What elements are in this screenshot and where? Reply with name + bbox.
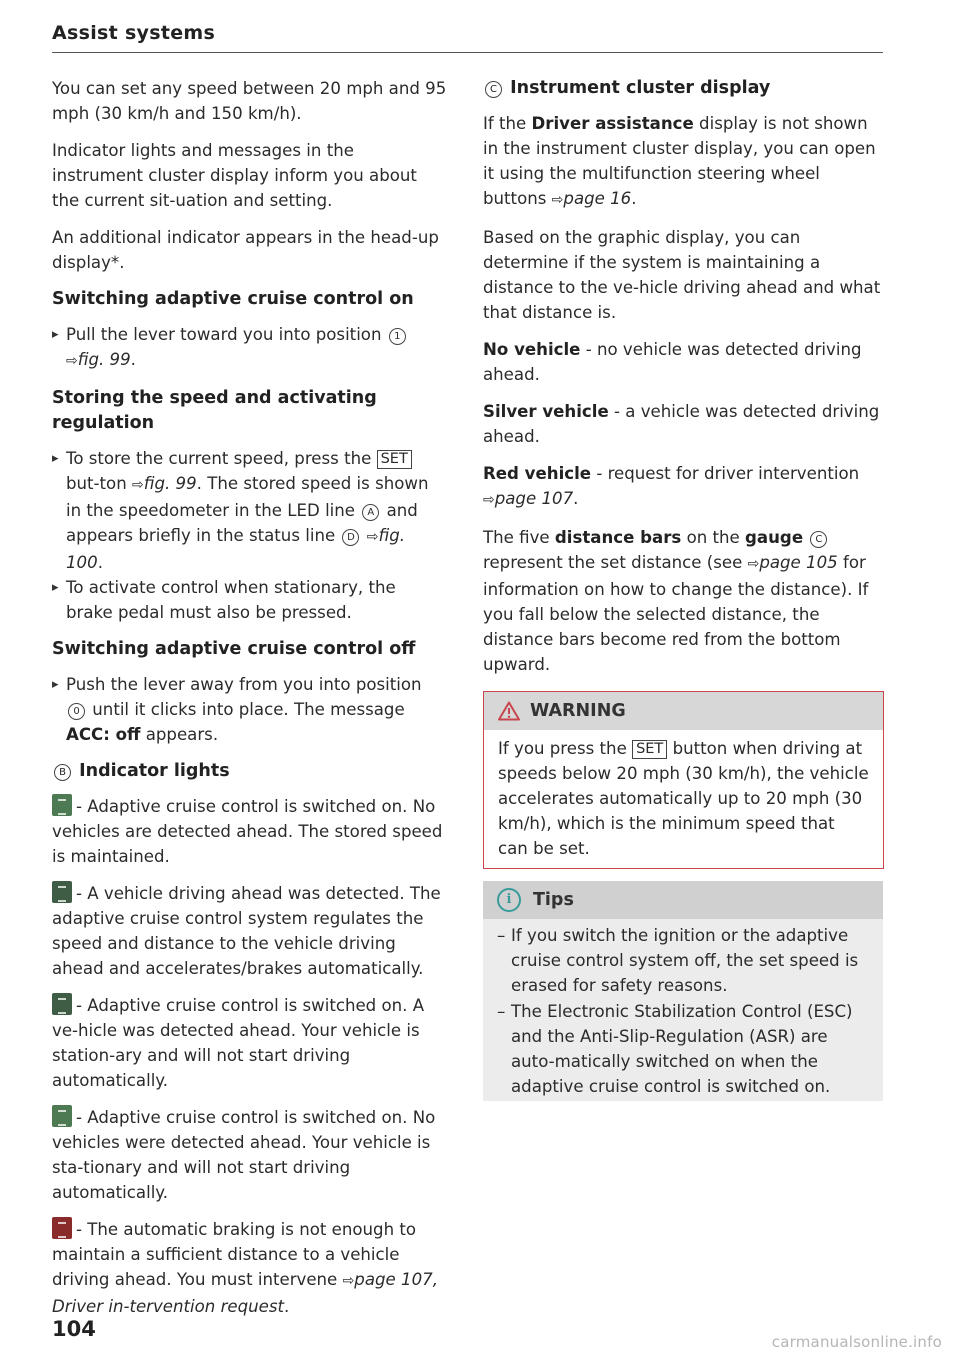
heading-instrument-cluster: C Instrument cluster display: [483, 76, 883, 101]
paragraph: Indicator lights and messages in the instrument cluster display inform you about the current sit-uation and setting.: [52, 141, 417, 210]
paragraph: Based on the graphic display, you can determine if the system is maintaining a distance to the ve-hicle driving ahead and what that distance is.: [483, 228, 881, 322]
callout-marker: D: [342, 529, 359, 546]
bullet-item: ▸ Push the lever away from you into position 0 until it clicks into place. The message ACC: off appears.: [52, 672, 447, 747]
tip-item: – The Electronic Stabilization Control (ESC) and the Anti-Slip-Regulation (ASR) are auto-matically switched on when the adaptive cruise control is switched on.: [497, 999, 869, 1099]
page-number: 104: [52, 1317, 96, 1341]
set-key: SET: [632, 740, 667, 759]
tips-list: [483, 919, 883, 1101]
arrow-icon: ⇨: [132, 477, 144, 493]
indicator-description: - Adaptive cruise control is switched on. A ve-hicle was detected ahead. Your vehicle is station-ary and will not start driving automatically.: [52, 993, 447, 1093]
warning-title: WARNING: [530, 700, 626, 721]
indicator-description: - Adaptive cruise control is switched on. No vehicles were detected ahead. Your vehicle is sta-tionary and will not start driving automatically.: [52, 1105, 447, 1205]
callout-marker: 1: [389, 328, 406, 345]
warning-box: [483, 691, 884, 869]
figure-reference-link[interactable]: ⇨fig. 99: [132, 474, 197, 493]
indicator-description: - A vehicle driving ahead was detected. The adaptive cruise control system regulates the speed and distance to the vehicle driving ahead and accelerates/brakes automatically.: [52, 881, 447, 981]
heading-switch-off: Switching adaptive cruise control off: [52, 639, 416, 659]
heading-store-speed: Storing the speed and activating regulation: [52, 388, 377, 433]
paragraph: Red vehicle - request for driver intervention ⇨page 107.: [483, 464, 860, 508]
paragraph: You can set any speed between 20 mph and 95 mph (30 km/h and 150 km/h).: [52, 79, 447, 123]
arrow-icon: ⇨: [747, 556, 760, 572]
bullet-item: ▸ Pull the lever toward you into position 1 ⇨fig. 99.: [52, 322, 447, 374]
info-icon: i: [497, 888, 521, 912]
page-header: [52, 22, 883, 53]
indicator-description: - Adaptive cruise control is switched on. No vehicles are detected ahead. The stored speed is maintained.: [52, 794, 447, 869]
arrow-icon: ⇨: [366, 529, 379, 545]
right-column: [483, 76, 883, 1101]
callout-marker: A: [362, 504, 379, 521]
warning-header: [484, 692, 883, 730]
page-reference-link[interactable]: ⇨page 16: [551, 189, 632, 208]
page-reference-link[interactable]: ⇨page 107, Driver in-tervention request: [52, 1270, 438, 1316]
vehicle-detected-indicator-icon: [52, 881, 72, 903]
paragraph: If the Driver assistance display is not shown in the instrument cluster display, you can open it using the multifunction steering wheel buttons ⇨page 16.: [483, 114, 876, 208]
paragraph: The five distance bars on the gauge C represent the set distance (see ⇨page 105 for information on how to change the distance). If you fall below the selected distance, the distance bars become red from the bottom upward.: [483, 528, 869, 674]
arrow-icon: ⇨: [551, 192, 564, 208]
indicator-description: - The automatic braking is not enough to maintain a sufficient distance to a vehicle driving ahead. You must intervene ⇨page 107, Driver in-tervention request.: [52, 1217, 447, 1319]
paragraph: No vehicle - no vehicle was detected driving ahead.: [483, 340, 862, 384]
callout-marker: C: [810, 531, 827, 548]
page-reference-link[interactable]: ⇨page 105: [747, 553, 838, 572]
driver-intervention-indicator-icon: [52, 1217, 72, 1239]
callout-marker: C: [485, 81, 502, 98]
section-title: Assist systems: [52, 22, 216, 44]
figure-reference-link[interactable]: ⇨fig. 100: [66, 526, 406, 572]
arrow-icon: ⇨: [66, 353, 78, 369]
warning-triangle-icon: [498, 701, 520, 721]
callout-marker: B: [54, 764, 71, 781]
arrow-icon: ⇨: [483, 492, 495, 508]
figure-reference-link[interactable]: ⇨fig. 99: [66, 350, 131, 369]
stationary-vehicle-ahead-indicator-icon: [52, 993, 72, 1015]
tip-item: – If you switch the ignition or the adaptive cruise control system off, the set speed is erased for safety reasons.: [497, 923, 869, 998]
left-column: [52, 76, 447, 1331]
tips-box: [483, 881, 883, 1101]
heading-switch-on: Switching adaptive cruise control on: [52, 289, 414, 309]
message-text: ACC: off: [66, 725, 141, 744]
tips-title: Tips: [533, 889, 574, 910]
watermark-text: carmanualsonline.info: [771, 1333, 942, 1351]
arrow-icon: ⇨: [342, 1273, 355, 1289]
heading-indicator-lights: B Indicator lights: [52, 759, 447, 784]
callout-marker: 0: [68, 703, 85, 720]
paragraph: Silver vehicle - a vehicle was detected driving ahead.: [483, 402, 880, 446]
bullet-item: ▸ To activate control when stationary, the brake pedal must also be pressed.: [52, 575, 447, 625]
stationary-no-vehicle-indicator-icon: [52, 1105, 72, 1127]
paragraph: An additional indicator appears in the head-up display*.: [52, 228, 439, 272]
tips-header: [483, 881, 883, 919]
page-reference-link[interactable]: ⇨page 107: [483, 489, 574, 508]
warning-text: If you press the SET button when driving at speeds below 20 mph (30 km/h), the vehicle accelerates automatically up to 20 mph (30 km/h), which is the minimum speed that can be set.: [498, 739, 869, 858]
acc-on-indicator-icon: [52, 794, 72, 816]
set-key: SET: [377, 450, 412, 469]
bullet-item: ▸ To store the current speed, press the SET but-ton ⇨fig. 99. The stored speed is shown in the speedometer in the LED line A and appears briefly in the status line D ⇨fig. 100.: [52, 446, 447, 575]
